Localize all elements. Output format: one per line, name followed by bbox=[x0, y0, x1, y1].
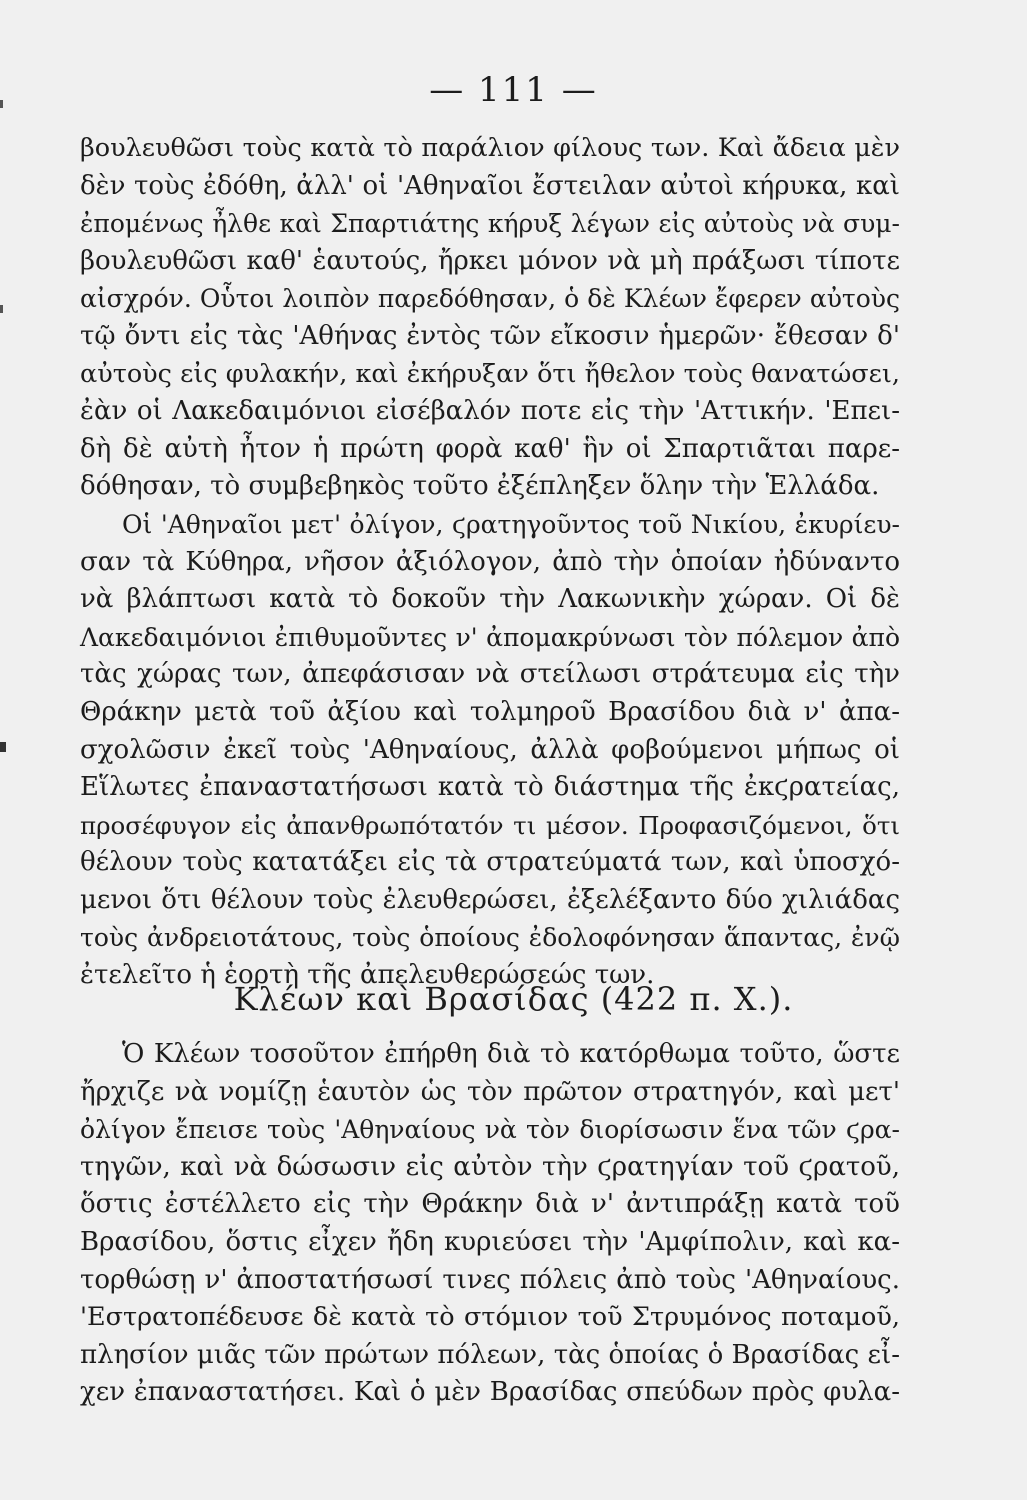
text-line: ἐτελεῖτο ἡ ἑορτὴ τῆς ἀπελευθερώσεώς των. bbox=[80, 960, 655, 991]
text-line: θέλουν τοὺς κατατάξει εἰς τὰ στρατεύματά των, καὶ ὑποσχό- bbox=[80, 847, 900, 878]
text-line: τηγῶν, καὶ νὰ δώσωσιν εἰς αὐτὸν τὴν ϛρατηγίαν τοῦ ϛρατοῦ, bbox=[80, 1151, 900, 1182]
text-line: ὀλίγον ἔπεισε τοὺς 'Αθηναίους νὰ τὸν διορίσωσιν ἕνα τῶν ϛρα- bbox=[80, 1115, 900, 1145]
text-line: αἰσχρόν. Οὗτοι λοιπὸν παρεδόθησαν, ὁ δὲ Κλέων ἔφερεν αὐτοὺς bbox=[80, 284, 900, 314]
text-line: Θράκην μετὰ τοῦ ἀξίου καὶ τολμηροῦ Βρασίδου διὰ ν' ἀπα- bbox=[80, 696, 900, 727]
text-line: προσέφυγον εἰς ἀπανθρωπότατόν τι μέσον. Προφασιζόμενοι, ὅτι bbox=[80, 810, 900, 840]
text-line: δὴ δὲ αὐτὴ ἦτον ἡ πρώτη φορὰ καθ' ἣν οἱ Σπαρτιᾶται παρε- bbox=[80, 433, 900, 464]
text-line: Εἵλωτες ἐπαναστατήσωσι κατὰ τὸ διάστημα τῆς ἐκϛρατείας, bbox=[80, 772, 900, 803]
text-line: 'Εστρατοπέδευσε δὲ κατὰ τὸ στόμιον τοῦ Στρυμόνος ποταμοῦ, bbox=[80, 1302, 900, 1333]
page-number: — 111 — bbox=[429, 70, 598, 110]
text-line: πλησίον μιᾶς τῶν πρώτων πόλεων, τὰς ὁποίας ὁ Βρασίδας εἶ- bbox=[80, 1339, 900, 1370]
text-line: ἐπομένως ἦλθε καὶ Σπαρτιάτης κήρυξ λέγων εἰς αὐτοὺς νὰ συμ- bbox=[80, 209, 900, 239]
text-line: νὰ βλάπτωσι κατὰ τὸ δοκοῦν τὴν Λακωνικὴν χώραν. Οἱ δὲ bbox=[80, 584, 900, 615]
text-line: τορθώσῃ ν' ἀποστατήσωσί τινες πόλεις ἀπὸ τοὺς 'Αθηναίους. bbox=[80, 1264, 900, 1295]
text-line: Οἱ 'Αθηναῖοι μετ' ὀλίγον, ϛρατηγοῦντος τοῦ Νικίου, ἐκυρίευ- bbox=[122, 509, 900, 539]
text-line: τὰς χώρας των, ἀπεφάσισαν νὰ στείλωσι στράτευμα εἰς τὴν bbox=[80, 659, 900, 690]
text-line: Λακεδαιμόνιοι ἐπιθυμοῦντες ν' ἀπομακρύνωσι τὸν πόλεμον ἀπὸ bbox=[80, 622, 900, 652]
text-line: δὲν τοὺς ἐδόθη, ἀλλ' οἱ 'Αθηναῖοι ἔστειλαν αὐτοὶ κήρυκα, καὶ bbox=[80, 170, 900, 201]
text-line: χεν ἐπαναστατήσει. Καὶ ὁ μὲν Βρασίδας σπεύδων πρὸς φυλα- bbox=[80, 1377, 900, 1408]
text-line: μενοι ὅτι θέλουν τοὺς ἐλευθερώσει, ἐξελέξαντο δύο χιλιάδας bbox=[80, 884, 900, 915]
text-line: αὐτοὺς εἰς φυλακήν, καὶ ἐκήρυξαν ὅτι ἤθελον τοὺς θανατώσει, bbox=[80, 358, 900, 389]
text-line: ἐὰν οἱ Λακεδαιμόνιοι εἰσέβαλόν ποτε εἰς τὴν 'Αττικήν. 'Επει- bbox=[80, 396, 900, 427]
text-line: δόθησαν, τὸ συμβεβηκὸς τοῦτο ἐξέπληξεν ὅλην τὴν Ἑλλάδα. bbox=[80, 471, 880, 502]
section-heading: Κλέων καὶ Βρασίδας (422 π. Χ.). bbox=[233, 980, 794, 1018]
text-line: βουλευθῶσι καθ' ἑαυτούς, ἤρκει μόνον νὰ μὴ πράξωσι τίποτε bbox=[80, 245, 900, 276]
text-line: σαν τὰ Κύθηρα, νῆσον ἀξιόλογον, ἀπὸ τὴν ὁποίαν ἠδύναντο bbox=[80, 546, 900, 577]
text-line: βουλευθῶσι τοὺς κατὰ τὸ παράλιον φίλους των. Καὶ ἄδεια μὲν bbox=[80, 133, 900, 163]
body-text bbox=[80, 130, 900, 995]
body-text bbox=[80, 1036, 900, 1412]
margin-mark bbox=[0, 305, 3, 313]
text-line: τοὺς ἀνδρειοτάτους, τοὺς ὁποίους ἐδολοφόνησαν ἅπαντας, ἐνῷ bbox=[80, 923, 900, 953]
margin-mark bbox=[0, 742, 6, 752]
text-line: ἤρχιζε νὰ νομίζῃ ἑαυτὸν ὡς τὸν πρῶτον στρατηγόν, καὶ μετ' bbox=[80, 1076, 900, 1107]
text-line: σχολῶσιν ἐκεῖ τοὺς 'Αθηναίους, ἀλλὰ φοβούμενοι μήπως οἱ bbox=[80, 734, 900, 765]
text-line: τῷ ὄντι εἰς τὰς 'Αθήνας ἐντὸς τῶν εἴκοσιν ἡμερῶν· ἔθεσαν δ' bbox=[80, 320, 900, 351]
text-line: ὅστις ἐστέλλετο εἰς τὴν Θράκην διὰ ν' ἀντιπράξῃ κατὰ τοῦ bbox=[80, 1189, 900, 1220]
text-line: Ὁ Κλέων τοσοῦτον ἐπήρθη διὰ τὸ κατόρθωμα τοῦτο, ὥστε bbox=[122, 1039, 900, 1069]
text-line: Βρασίδου, ὅστις εἶχεν ἤδη κυριεύσει τὴν 'Αμφίπολιν, καὶ κα- bbox=[80, 1226, 900, 1257]
